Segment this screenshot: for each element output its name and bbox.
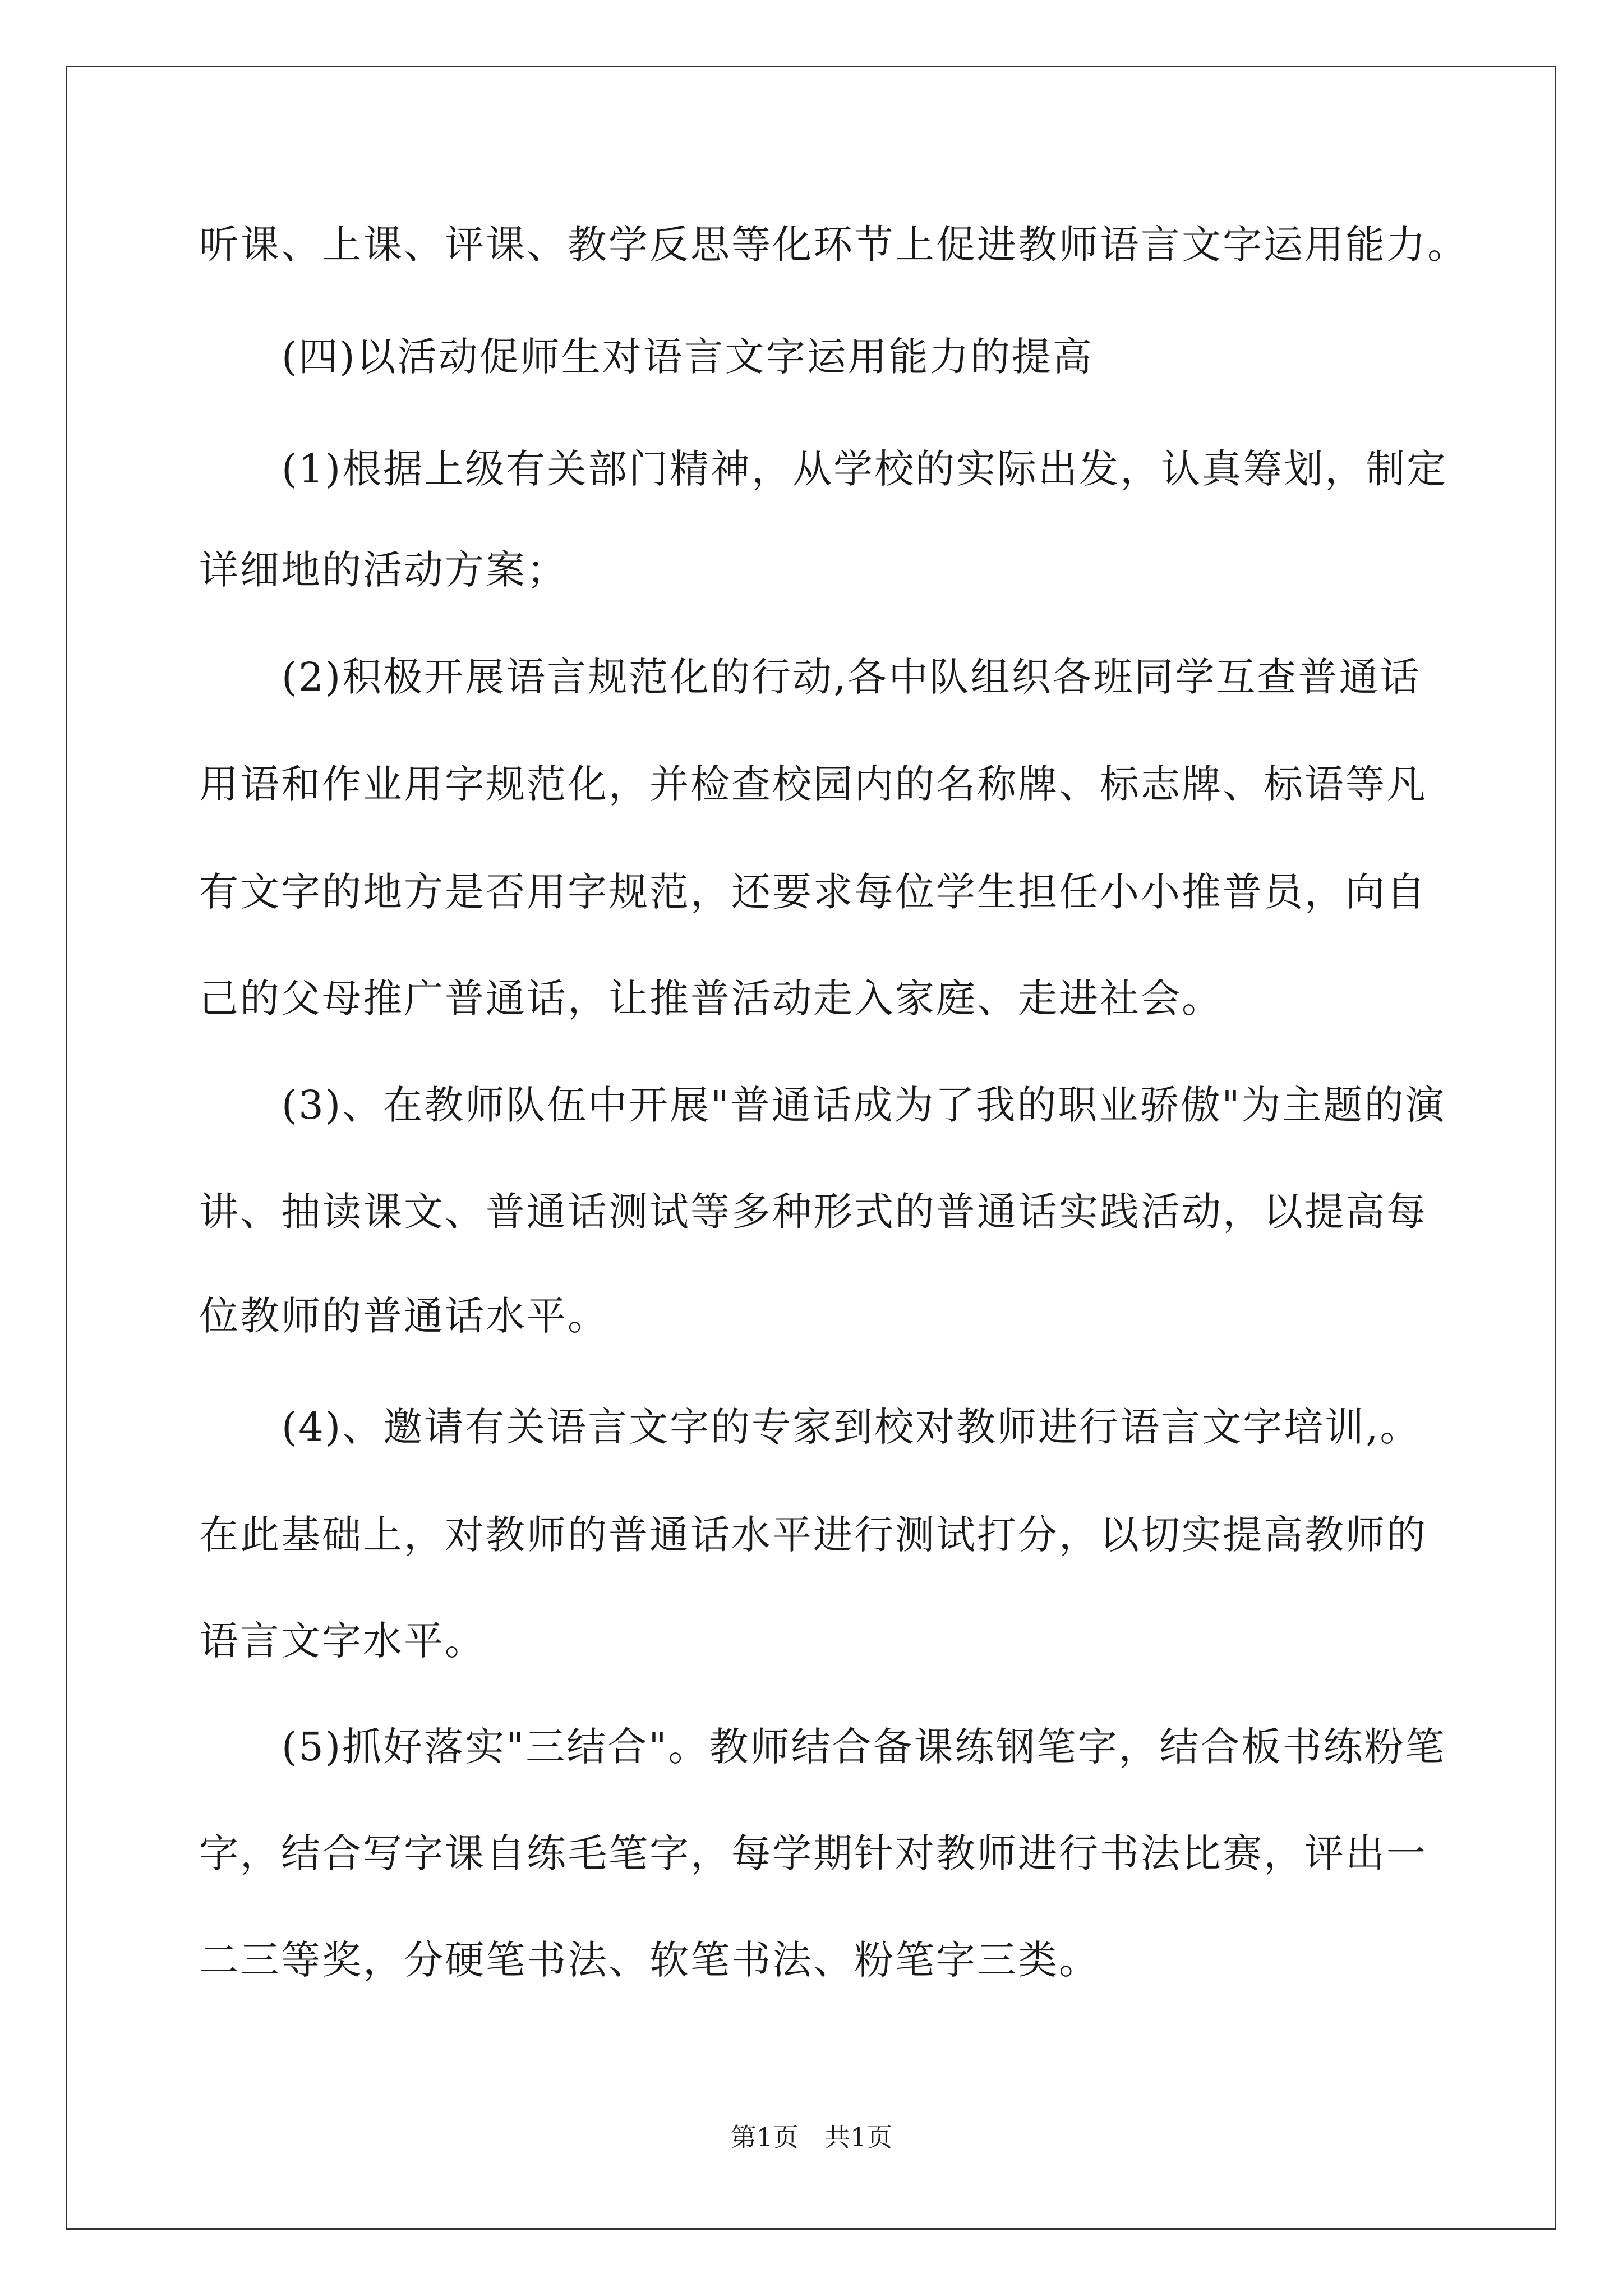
text-line: (1)根据上级有关部门精神，从学校的实际出发，认真筹划，制定 (282, 446, 1448, 492)
text-line: (3)、在教师队伍中开展"普通话成为了我的职业骄傲"为主题的演 (282, 1082, 1446, 1128)
text-line: (4)、邀请有关语言文字的专家到校对教师进行语言文字培训,。 (282, 1404, 1421, 1450)
page-border (66, 66, 1556, 2230)
section-heading: (四)以活动促师生对语言文字运用能力的提高 (282, 334, 1094, 380)
text-line: (2)积极开展语言规范化的行动,各中队组织各班同学互查普通话 (282, 654, 1421, 700)
text-line: 详细地的活动方案； (199, 547, 568, 593)
page-number: 第1页 共1页 (730, 2122, 893, 2152)
text-line: 语言文字水平。 (199, 1618, 486, 1664)
text-line: 用语和作业用字规范化，并检查校园内的名称牌、标志牌、标语等凡 (199, 761, 1427, 807)
text-line: 己的父母推广普通话，让推普活动走入家庭、走进社会。 (199, 976, 1223, 1022)
text-line: 字，结合写字课自练毛笔字，每学期针对教师进行书法比赛，评出一 (199, 1830, 1427, 1876)
text-line: 位教师的普通话水平。 (199, 1293, 608, 1339)
text-line: 二三等奖，分硬笔书法、软笔书法、粉笔字三类。 (199, 1937, 1100, 1983)
text-line: 在此基础上，对教师的普通话水平进行测试打分，以切实提高教师的 (199, 1512, 1427, 1558)
text-line: (5)抓好落实"三结合"。教师结合备课练钢笔字，结合板书练粉笔 (282, 1724, 1446, 1770)
text-line: 讲、抽读课文、普通话测试等多种形式的普通话实践活动，以提高每 (199, 1189, 1427, 1235)
text-line: 有文字的地方是否用字规范，还要求每位学生担任小小推普员，向自 (199, 869, 1427, 915)
text-line: 听课、上课、评课、教学反思等化环节上促进教师语言文字运用能力。 (199, 222, 1468, 268)
